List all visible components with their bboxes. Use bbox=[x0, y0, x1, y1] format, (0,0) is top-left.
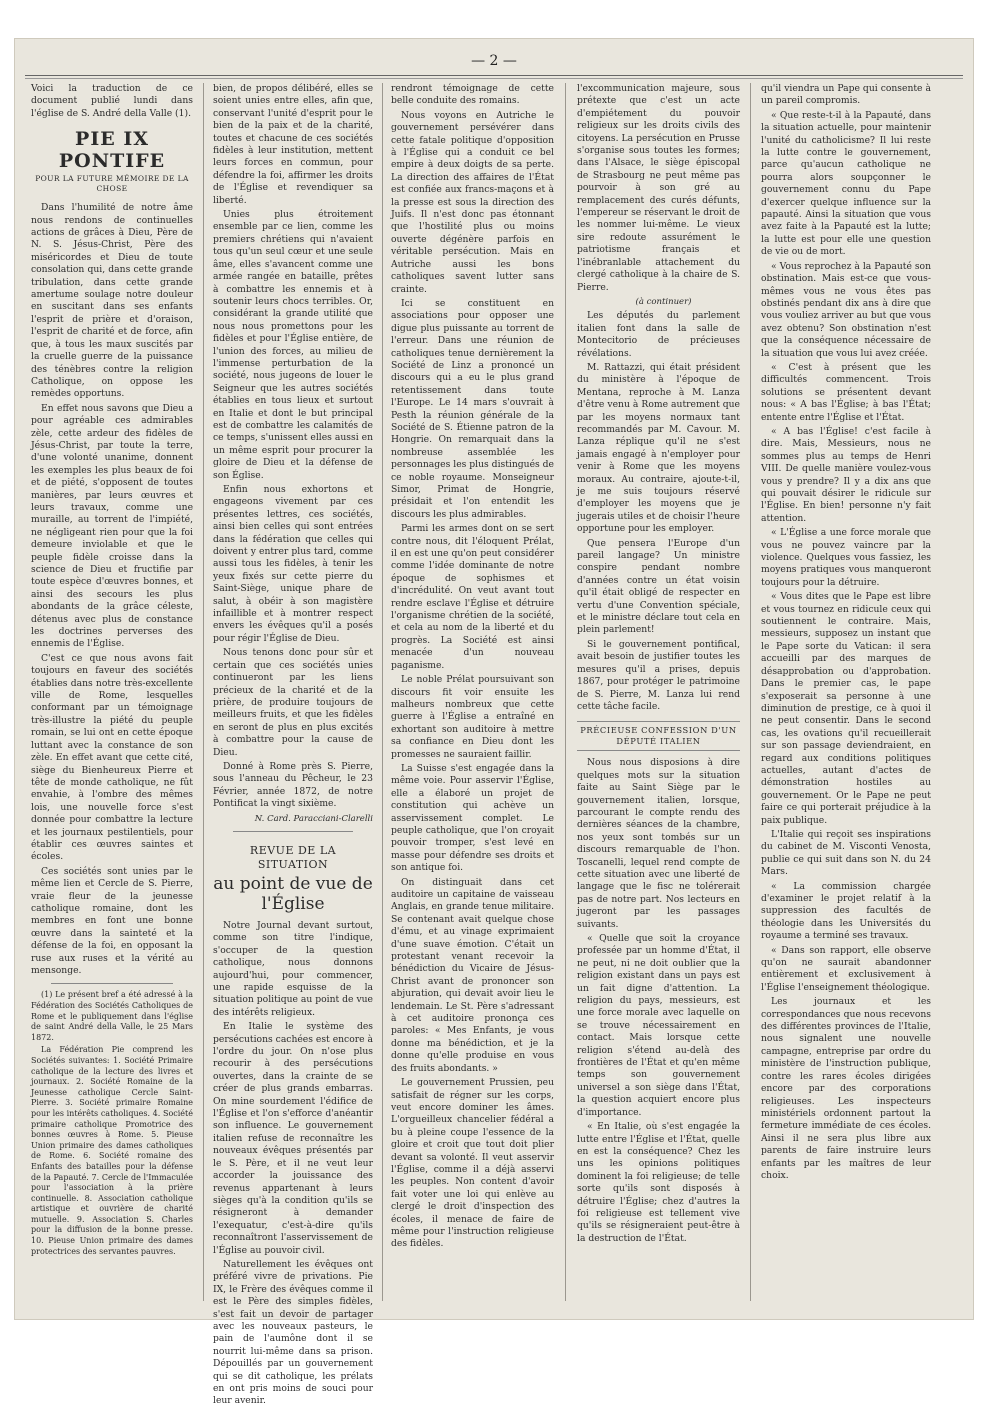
paragraph: « Dans son rapport, elle observe qu'on ne saurait abandonner entièrement et exclusivement à l'Église l'enseignement théologique. bbox=[761, 944, 931, 993]
paragraph: Notre Journal devant surtout, comme son titre l'indique, s'occuper de la question catholique, nous donnons aujourd'hui, pour commencer, une rapide esquisse de la situation politique au point de vue des intérêts religieux. bbox=[213, 919, 373, 1018]
paragraph: l'excommunication majeure, sous prétexte que c'est un acte d'empiétement du pouvoir religieux sur les droits civils des citoyens. La persécution en Prusse s'organise sous toutes les formes; dans l'Alsace, le siège épiscopal de Strasbourg ne peut même pas pourvoir à son gré au remplacement des curés défunts, l'empereur se réservant le droit de les nommer lui-même. Le vieux sire redoute assurément le patriotisme français et l'inébranlable attachement du clergé catholique à la chaire de S. Pierre. bbox=[577, 83, 740, 293]
paragraph: « Que reste-t-il à la Papauté, dans la situation actuelle, pour maintenir l'unité du catholicisme? Il lui reste la lutte contre le gouvernement, parce qu'aucun catholique ne pourra alors soupçonner le gouvernement connu du Pape d'exercer quelque influence sur la papauté. Ainsi la situation que vous avez faite à la Papauté est la lutte; la lutte est pour elle une question de vie ou de mort. bbox=[761, 109, 931, 258]
paragraph: « Vous reprochez à la Papauté son obstination. Mais est-ce que vous-mêmes vous ne vous êtes pas obstinés pendant dix ans à dire que vous vouliez arriver au but que vous avez obtenu? Son obstination n'est que la conséquence nécessaire de la situation que vous lui avez créée. bbox=[761, 260, 931, 359]
signature: N. Card. Paracciani-Clarelli bbox=[254, 813, 373, 824]
paragraph: En effet nous savons que Dieu a pour agréable ces admirables zèle, cette ardeur des fidèles de Jésus-Christ, par toute la terre, d'une volonté unanime, donnent les exemples les plus beaux de foi et de piété, s'opposent de toutes manières, par leurs œuvres et leurs travaux, comme une muraille, au torrent de l'impiété, ne négligeant rien pour que la foi demeure inviolable et que le peuple fidèle croisse dans la science de Dieu et fructifie par toute espèce d'œuvres bonnes, et ainsi des secours les plus abondants de la grâce céleste, détenus avec plus de constance les doctrines perverses des ennemis de l'Église. bbox=[31, 402, 193, 650]
paragraph: Unies plus étroitement ensemble par ce lien, comme les premiers chrétiens qui n'avaient tous qu'un seul cœur et une seule âme, elles s'avancent comme une armée rangée en bataille, prêtes à combattre les ennemis et à soutenir leurs chocs terribles. Or, considérant la grande utilité que nous nous promettons pour les fidèles et pour l'Église entière, de l'union des forces, au milieu de l'immense perturbation de la société, nous jugeons de louer le Seigneur que les autres sociétés établies en tous lieux et surtout en Italie et dont le but principal est de combattre les calamités de ce temps, s'unissent elles aussi en un même esprit pour procurer la gloire de Dieu et la défense de son Église. bbox=[213, 209, 373, 481]
footnote-list: La Fédération Pie comprend les Sociétés suivantes: 1. Société Primaire catholique de la lecture des livres et journaux. 2. Société Romaine de la Jeunesse catholique Cercle Saint-Pierre. 3. Société primaire Romaine pour les intérêts catholiques. 4. Société primaire catholique Promotrice des bonnes œuvres à Rome. 5. Pieuse Union primaire des dames catholiques de Rome. 6. Société romaine des Enfants des batailles pour la défense de la Papauté. 7. Cercle de l'Immaculée pour l'association à la prière continuelle. 8. Association catholique artistique et ouvrière de charité mutuelle. 9. Association S. Charles pour la diffusion de la bonne presse. 10. Pieuse Union primaire des dames protectrices des servantes pauvres. bbox=[31, 1045, 193, 1256]
column-divider bbox=[203, 83, 204, 1301]
paragraph: Ici se constituent en associations pour opposer une digue plus puissante au torrent de l'erreur. Dans une réunion de catholiques tenue dernièrement la Société de Linz a prononcé un discours qui a eu le plus grand retentissement dans toute l'Europe. Le 14 mars s'ouvrait à Pesth la réunion générale de la Société de S. Étienne patron de la Hongrie. On remarquait dans la nombreuse assemblée les personnages les plus distingués de ce noble royaume. Monseigneur Simor, Primat de Hongrie, présidait et l'on entendit les discours les plus admirables. bbox=[391, 297, 554, 520]
section-title: REVUE DE LA SITUATION bbox=[249, 843, 337, 871]
column-5 bbox=[761, 83, 931, 1301]
column-divider bbox=[382, 83, 383, 1301]
paragraph: Les députés du parlement italien font dans la salle de Montecitorio de précieuses révélations. bbox=[577, 310, 740, 359]
paragraph: En Italie le système des persécutions cachées est encore à l'ordre du jour. On n'ose plus recourir à des persécutions ouvertes, dans la crainte de se créer de plus grands embarras. On mine sourdement l'édifice de l'Église et l'on s'efforce d'anéantir son influence. Le gouvernement italien refuse de reconnaître les nouveaux évêques présentés par le S. Père, et il ne veut leur accorder la jouissance des revenus appartenant à leurs sièges qu'à la condition qu'ils se résigneront à demander l'exequatur, c'est-à-dire qu'ils reconnaîtront l'asservissement de l'Église au pouvoir civil. bbox=[213, 1021, 373, 1256]
section-title-confession: PRÉCIEUSE CONFESSION D'UN DÉPUTÉ ITALIEN bbox=[577, 721, 740, 751]
intro-paragraph: Voici la traduction de ce document publié lundi dans l'église de S. André della Valle (1). bbox=[31, 83, 193, 119]
footnote: (1) Le présent bref a été adressé à la Fédération des Sociétés Catholiques de Rome et le publiquement dans l'église de saint André della Valle, le 25 Mars 1872. bbox=[31, 990, 193, 1042]
to-be-continued: (à continuer) bbox=[635, 296, 692, 307]
column-2 bbox=[213, 83, 373, 1407]
subheadline: POUR LA FUTURE MÉMOIRE DE LA CHOSE bbox=[35, 174, 189, 194]
paragraph: Parmi les armes dont on se sert contre nous, dit l'éloquent Prélat, il en est une qu'on peut considérer comme l'idée dominante de notre époque de sophismes et d'incrédulité. On veut avant tout rendre esclave l'Église et détruire l'organisme chrétien de la société, et cela au nom de la liberté et du progrès. La Société est ainsi menacée d'un nouveau paganisme. bbox=[391, 523, 554, 671]
newspaper-page bbox=[14, 38, 974, 1407]
paragraph: « C'est à présent que les difficultés commencent. Trois solutions se présentent devant nous: « A bas l'Église; à bas l'État; entente entre l'Église et l'État. bbox=[761, 361, 931, 423]
footnote-separator bbox=[51, 983, 173, 984]
column-divider bbox=[565, 83, 566, 1301]
column-3 bbox=[391, 83, 554, 1301]
paragraph: M. Rattazzi, qui était président du ministère à l'époque de Mentana, reproche à M. Lanza d'être venu à Rome autrement que par les moyens normaux tant recommandés par M. Cavour. M. Lanza réplique qu'il ne s'est jamais engagé à n'employer pour venir à Rome que les moyens moraux. Au contraire, ajoute-t-il, je me suis toujours réservé d'employer les moyens que je jugerais utiles et de choisir l'heure opportune pour les employer. bbox=[577, 361, 740, 535]
paragraph: Le gouvernement Prussien, peu satisfait de régner sur les corps, veut encore dominer les âmes. L'orgueilleux chancelier fédéral a bu à pleine coupe l'essence de la gloire et croit que tout doit plier devant sa volonté. Il veut asservir l'Église, comme il a déjà asservi les peuples. Non content d'avoir fait voter une loi qui enlève au clergé le droit d'inspection des écoles, il menace de faire de même pour l'instruction religieuse des fidèles. bbox=[391, 1077, 554, 1250]
paragraph: « Quelle que soit la croyance professée par un homme d'État, il ne peut, ni ne doit oublier que la religion existant dans un pays est un fait digne d'attention. La religion du pays, messieurs, est une force morale avec laquelle on se trouve nécessairement en contact. Mais lorsque cette religion s'étend au-delà des frontières de l'État et qu'en même temps son gouvernement universel a son siège dans l'État, la question acquiert encore plus d'importance. bbox=[577, 933, 740, 1118]
paragraph: On distinguait dans cet auditoire un capitaine de vaisseau Anglais, en grande tenue militaire. Se contenant avait quelque chose d'ému, et au vinage exprimaient d'une suave émotion. C'était un protestant venant recevoir la bénédiction du Vicaire de Jésus-Christ avant de prononcer son abjuration, qui devait avoir lieu le lendemain. Le St. Père s'adressant à cet auditoire prononça ces paroles: « Mes Enfants, je vous donne ma bénédiction, et je la donne qu'elle produise en vous des fruits abondants. » bbox=[391, 876, 554, 1074]
paragraph: Naturellement les évêques ont préféré vivre de privations. Pie IX, le Frère des évêques comme il est le Père des simples fidèles, s'est fait un devoir de partager avec les nouveaux pasteurs, le pain de l'aumône dont il se nourrit lui-même dans sa prison. Dépouillés par un gouvernement qui se dit catholique, les prélats en ont pris moins de souci pour leur avenir. bbox=[213, 1258, 373, 1407]
paragraph: C'est ce que nous avons fait toujours en faveur des sociétés établies dans notre très-excellente ville de Rome, lesquelles conformant par un témoignage très-illustre la piété du peuple romain, se lui ont en cette époque luttant avec la constance de son zèle. En effet avant que cette cité, siège du Bienheureux Pierre et tête de monde catholique, ne fût envahie, à l'ombre des mêmes lois, une nouvelle force s'est donnée pour combattre la lecture et les journaux pestilentiels, pour établir ces œuvres saintes et écoles. bbox=[31, 652, 193, 863]
column-divider bbox=[750, 83, 751, 1301]
paragraph: « La commission chargée d'examiner le projet relatif à la suppression des facultés de théologie dans les Universités du royaume a terminé ses travaux. bbox=[761, 880, 931, 942]
paragraph: Enfin nous exhortons et engageons vivement par ces présentes lettres, ces sociétés, ainsi bien celles qui sont entrées dans la fédération que celles qui doivent y entrer plus tard, comme aussi tous les fidèles, à tenir les yeux fixés sur cette pierre du Saint-Siège, unique phare de salut, à obéir à son magistère infaillible et à montrer respect envers les évêques qu'il a posés pour régir l'Église de Dieu. bbox=[213, 484, 373, 644]
paragraph: Le noble Prélat poursuivant son discours fit voir ensuite les malheurs nombreux que cette guerre à l'Église a entraîné en exhortant son auditoire à mettre sa confiance en Dieu dont les promesses ne sauraient faillir. bbox=[391, 674, 554, 760]
paragraph: rendront témoignage de cette belle conduite des romains. bbox=[391, 83, 554, 107]
paragraph: Nous voyons en Autriche le gouvernement persévérer dans cette fatale politique d'opposition à l'Église qui a conduit ce bel empire à deux doigts de sa perte. La direction des affaires de l'État est confiée aux francs-maçons et à la presse est sous la direction des Juifs. Il n'est donc pas étonnant que l'hostilité plus ou moins ouverte dégénère parfois en véritable persécution. Mais en Autriche aussi les bons catholiques savent lutter sans crainte. bbox=[391, 109, 554, 295]
paragraph: Ces sociétés sont unies par le même lien et Cercle de S. Pierre, vraie fleur de la jeunesse catholique romaine, dont les membres en font une bonne œuvre dans la sainteté et la défense de la foi, en opposant la ruse aux ruses et la vérité au mensonge. bbox=[31, 865, 193, 976]
paragraph: L'Italie qui reçoit ses inspirations du cabinet de M. Visconti Venosta, publie ce qui suit dans son N. du 24 Mars. bbox=[761, 828, 931, 878]
paragraph: « A bas l'Église! c'est facile à dire. Mais, Messieurs, nous ne sommes plus au temps de Henri VIII. De quelle manière voulez-vous vous y prendre? Il y a dix ans que qui pouvait désirer le ridicule sur l'Église. En bien! personne n'y fait attention. bbox=[761, 425, 931, 524]
columns bbox=[25, 83, 963, 1407]
paragraph: Nous nous disposions à dire quelques mots sur la situation faite au Saint Siège par le gouvernement italien, lorsque, parcourant le compte rendu des dernières séances de la chambre, nos yeux sont tombés sur un discours remarquable de l'hon. Toscanelli, lequel rend compte de cette situation avec une liberté de langage que le fisc ne tolérerait pas de notre part. Nos lecteurs en jugeront par les passages suivants. bbox=[577, 757, 740, 930]
dateline: Donné à Rome près S. Pierre, sous l'anneau du Pêcheur, le 23 Février, année 1872, de notre Pontificat la vingt sixième. bbox=[213, 760, 373, 810]
column-1 bbox=[31, 83, 193, 1301]
paragraph: Dans l'humilité de notre âme nous rendons de continuelles actions de grâces à Dieu, Père de N. S. Jésus-Christ, Père des miséricordes et Dieu de toute consolation qui, dans cette grande tribulation, dans cette grande amertume soulage notre douleur en suscitant dans ses enfants l'esprit de prière et d'oraison, l'esprit de charité et de force, afin que, à tous les maux suscités par la cruelle guerre de la puissance des ténèbres contre la religion Catholique, on oppose les remèdes opportuns. bbox=[31, 202, 193, 400]
paragraph: Que pensera l'Europe d'un pareil langage? Un ministre conspire pendant nombre d'années contre un état voisin qu'il était obligé de respecter en vertu d'une Convention spéciale, et le ministre déclare tout cela en plein parlement! bbox=[577, 537, 740, 636]
paragraph: bien, de propos délibéré, elles se soient unies entre elles, afin que, conservant l'unité d'esprit pour le bien de la paix et de la charité, toutes et chacune de ces sociétés fidèles à leur institution, mettent leurs forces en commun, pour défendre la foi, affirmer les droits de l'Église et revendiquer sa liberté. bbox=[213, 83, 373, 206]
paragraph: Nous tenons donc pour sûr et certain que ces sociétés unies continueront par les liens précieux de la charité et de la prière, de produire toujours de meilleurs fruits, et que les fidèles en seront de plus en plus excités à combattre pour la cause de Dieu. bbox=[213, 647, 373, 758]
paragraph: Les journaux et les correspondances que nous recevons des différentes provinces de l'Italie, nous signalent une nouvelle campagne, entreprise par ordre du ministère de l'instruction publique, contre les rares écoles dirigées encore par des corporations religieuses. Les inspecteurs ministériels ordonnent partout la fermeture immédiate de ces écoles. Ainsi il ne sera plus libre aux parents de faire instruire leurs enfants par les maîtres de leur choix. bbox=[761, 996, 931, 1181]
page-number: — 2 — bbox=[471, 53, 517, 69]
paragraph: « En Italie, où s'est engagée la lutte entre l'Église et l'État, quelle en est la conséquence? Chez les uns les opinions politiques dominent la foi religieuse; de telle sorte qu'ils sont disposés à détruire l'Église; chez d'autres la foi religieuse est tellement vive qu'ils se résigneraient peut-être à la destruction de l'État. bbox=[577, 1121, 740, 1244]
header-rule bbox=[25, 75, 963, 79]
paragraph: Si le gouvernement pontifical, avait besoin de justifier toutes les mesures qu'il a prises, depuis 1867, pour protéger le patrimoine de S. Pierre, M. Lanza lui rend cette tâche facile. bbox=[577, 638, 740, 712]
paragraph: « Vous dites que le Pape est libre et vous tournez en ridicule ceux qui soutiennent le contraire. Mais, messieurs, supposez un instant que le Pape sorte du Vatican: il sera accueilli par des marques de désapprobation ou d'approbation. Dans le premier cas, le pape s'exposerait sa personne à une diminution de prestige, ce à quoi il ne peut consentir. Dans le second cas, les ovations qu'il recueillerait sur son passage deviendraient, en regard aux conditions politiques actuelles, autant d'actes de démonstration hostiles au gouvernement. Or le Pape ne peut faire ce qui porterait préjudice à la paix publique. bbox=[761, 591, 931, 826]
paragraph: « L'Église a une force morale que vous ne pouvez vaincre par la violence. Quelques vous fassiez, les moyens pratiques vous manqueront toujours pour la détruire. bbox=[761, 527, 931, 588]
paragraph: La Suisse s'est engagée dans la même voie. Pour asservir l'Église, elle a élaboré un projet de constitution qui achève un asservissement complet. Le peuple catholique, que l'on croyait pouvoir tromper, s'est levé en masse pour défendre ses droits et son antique foi. bbox=[391, 762, 554, 874]
headline-pie-ix: PIE IX PONTIFE bbox=[58, 128, 166, 173]
paragraph: qu'il viendra un Pape qui consente à un pareil compromis. bbox=[761, 83, 931, 107]
column-4 bbox=[577, 83, 740, 1301]
section-subtitle: au point de vue de l'Église bbox=[213, 873, 373, 914]
article-separator bbox=[233, 831, 353, 832]
